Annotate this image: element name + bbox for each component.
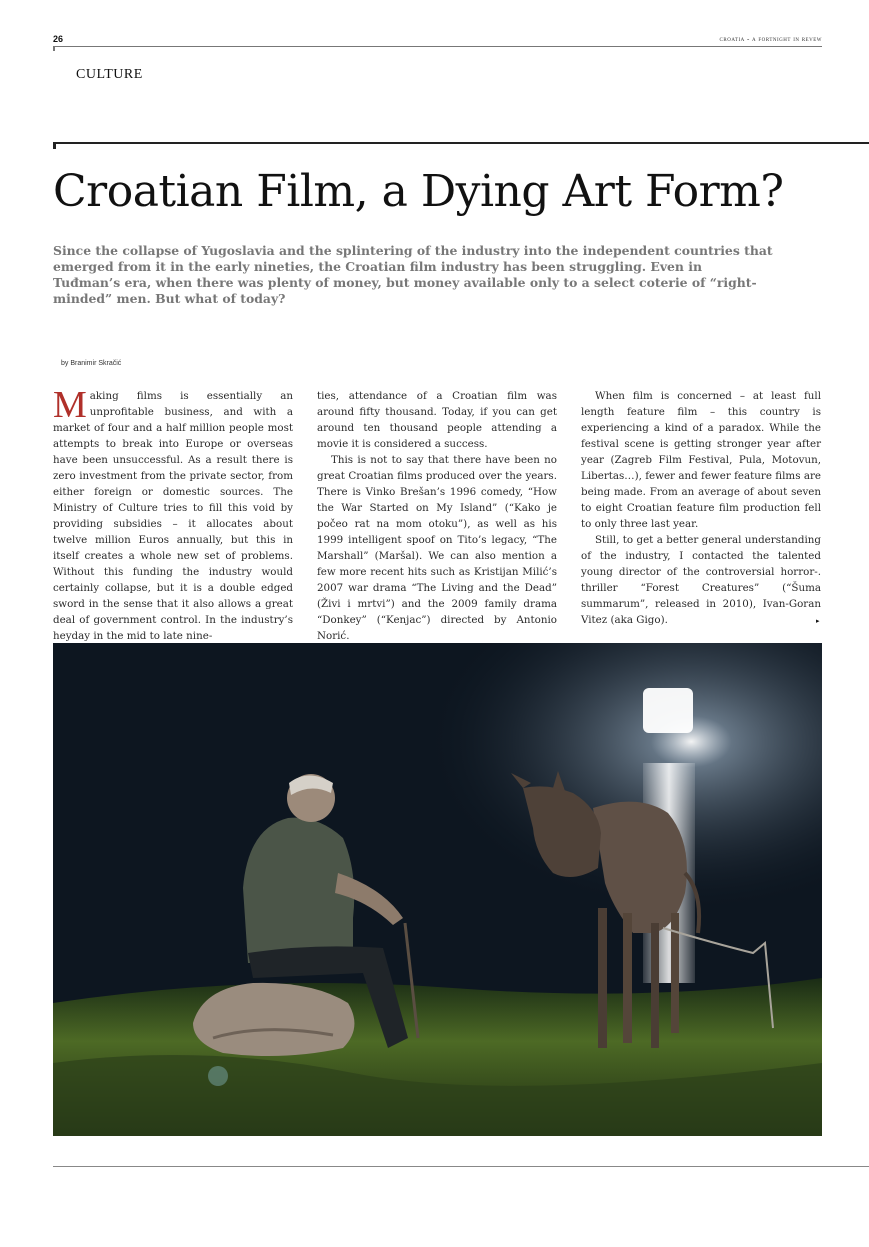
footer-rule — [53, 1166, 869, 1167]
col1-paragraph-1: aking films is essentially an unprofitable business, and with a market of four and a half million people most attempts to break into Europe or overseas have been unsuccessful. As a result there is zero investment from the private sector, from either foreign or domestic sources. The Ministry of Culture tries to fill this void by providing subsidies – it allocates about twelve million Euros annually, but this in itself creates a whole new set of problems. Without this funding the industry would certainly collapse, but it is a double edged sword in the sense that it also allows a great deal of government control. In the industry’s heyday in the mid to late nine- — [53, 390, 293, 642]
film-still-photo — [53, 643, 822, 1136]
col2-paragraph-2: This is not to say that there have been no great Croatian films produced over the years. There is Vinko Brešan’s 1996 comedy, “How the War Started on My Island” (“Kako je počeo rat na mom otoku”), as well as his 1999 intelligent spoof on Tito’s legacy, “The Marshall” (Maršal). We can also mention a few more recent hits such as Kristijan Milić’s 2007 war drama “The Living and the Dead” (Živi i mrtvi”) and the 2009 family drama “Donkey” (“Kenjac”) directed by Antonio Norić. — [317, 454, 557, 642]
col3-paragraph-2: Still, to get a better general understanding of the industry, I contacted the talented young director of the controversial horror-. thriller “Forest Creatures” (“Šuma summarum”, released in 2010), Ivan-Goran Vitez (aka Gigo). — [581, 534, 821, 626]
running-head: croatia - a fortnight in revew — [719, 35, 822, 43]
section-label: CULTURE — [76, 67, 143, 82]
byline: by Branimir Skračić — [61, 360, 122, 367]
article-column-1 — [53, 384, 293, 644]
article-column-3 — [581, 388, 821, 628]
header-rule-tick — [53, 46, 55, 51]
standfirst: Since the collapse of Yugoslavia and the splintering of the industry into the independent countries that emerged from it in the early nineties, the Croatian film industry has been struggling. Even in Tuđman’s era, when there was plenty of money, but money available only to a select coterie of “right-minded” men. But what of today? — [53, 243, 773, 306]
page-number: 26 — [53, 34, 64, 44]
article-column-2 — [317, 388, 557, 644]
col3-paragraph-1: When film is concerned – at least full length feature film – this country is experiencing a kind of a paradox. While the festival scene is getting stronger year after year (Zagreb Film Festival, Pula, Motovun, Libertas…), fewer and fewer feature films are being made. From an average of about seven to eight Croatian feature film production fell to only three last year. — [581, 390, 821, 530]
header-rule — [53, 46, 822, 47]
headline-rule — [53, 142, 869, 144]
headline: Croatian Film, a Dying Art Form? — [53, 166, 784, 217]
col2-paragraph-1: ties, attendance of a Croatian film was around fifty thousand. Today, if you can get around ten thousand people attending a movie it is considered a success. — [317, 390, 557, 450]
headline-rule-tick — [53, 142, 56, 149]
drop-cap: M — [53, 384, 87, 426]
end-of-article-icon: ▸ — [816, 617, 820, 625]
